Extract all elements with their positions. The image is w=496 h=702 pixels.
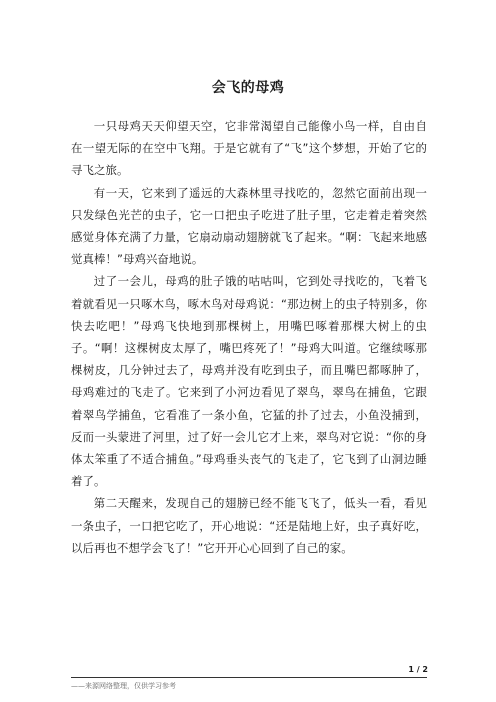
page-number: 1 / 2 <box>408 665 428 674</box>
paragraph: 第二天醒来，发现自己的翅膀已经不能飞飞了，低头一看，看见一条虫子，一口把它吃了，开心地说：“还是陆地上好，虫子真好吃，以后再也不想学会飞了！”它开开心心回到了自己的家。 <box>71 496 427 555</box>
document-body <box>71 115 427 559</box>
footer-note: ——来源网络整理，仅供学习参考 <box>71 682 176 690</box>
document-title: 会飞的母鸡 <box>211 80 285 96</box>
paragraph: 有一天，它来到了遥远的大森林里寻找吃的，忽然它面前出现一只发绿色光芒的虫子，它一口把虫子吃进了肚子里，它走着走着突然感觉身体充满了力量，它扇动扇动翅膀就飞了起来。“啊：飞起来地感觉真棒！”母鸡兴奋地说。 <box>71 185 427 267</box>
footer-divider <box>71 677 427 678</box>
paragraph: 一只母鸡天天仰望天空，它非常渴望自己能像小鸟一样，自由自在一望无际的在空中飞翔。于是它就有了“飞”这个梦想，开始了它的寻飞之旅。 <box>71 119 427 178</box>
paragraph: 过了一会儿，母鸡的肚子饿的咕咕叫，它到处寻找吃的，飞着飞着就看见一只啄木鸟，啄木鸟对母鸡说：“那边树上的虫子特别多，你快去吃吧！”母鸡飞快地到那棵树上，用嘴巴啄着那棵大树上的虫子。“啊！这棵树皮太厚了，嘴巴疼死了！”母鸡大叫道。它继续啄那棵树皮，几分钟过去了，母鸡并没有吃到虫子，而且嘴巴都啄肿了，母鸡难过的飞走了。它来到了小河边看见了翠鸟，翠鸟在捕鱼，它跟着翠鸟学捕鱼，它看准了一条小鱼，它猛的扑了过去，小鱼没捕到，反而一头蒙进了河里，过了好一会儿它才上来，翠鸟对它说：“你的身体太笨重了不适合捕鱼。”母鸡垂头丧气的飞走了，它飞到了山洞边睡着了。 <box>71 274 427 489</box>
